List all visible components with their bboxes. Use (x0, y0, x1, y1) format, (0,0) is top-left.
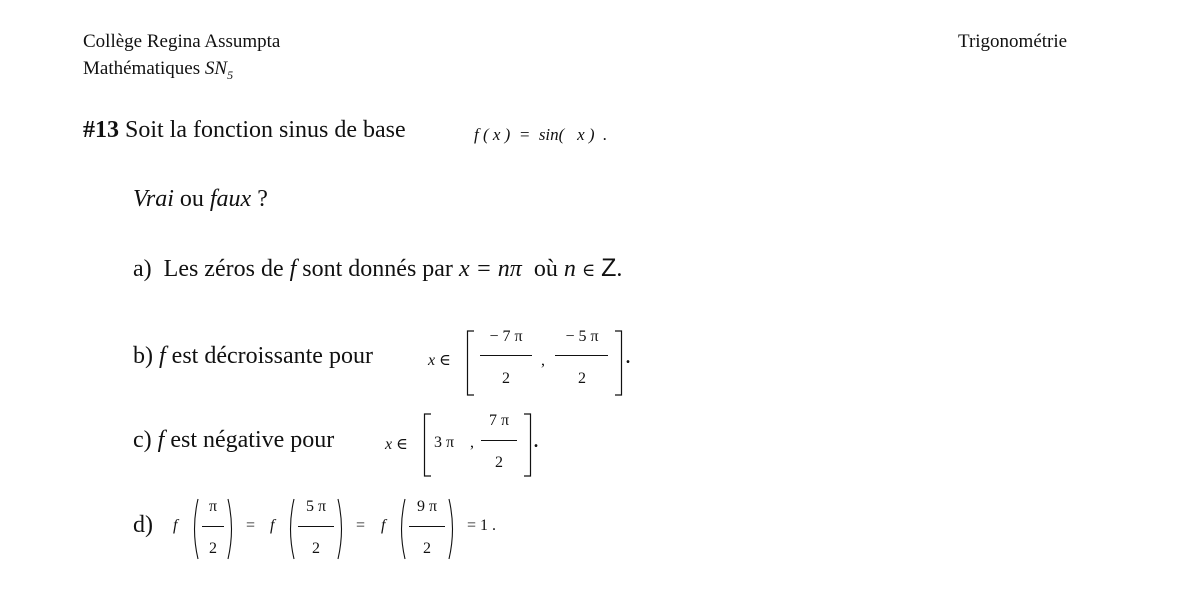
item-b-fraction-bar-2 (555, 355, 608, 356)
problem-number: #13 (83, 117, 119, 143)
item-b-numerator-2: − 5 π (565, 328, 599, 345)
item-c-dot: . (533, 427, 539, 453)
item-c-lower-bound: 3 π (434, 434, 455, 451)
school-name: Collège Regina Assumpta (83, 31, 281, 52)
problem-statement (83, 117, 406, 144)
item-d-fraction-bar-3 (409, 526, 445, 527)
item-b-right-bracket (614, 330, 624, 396)
item-d-f3: f (381, 517, 386, 534)
item-d-left-paren-1 (190, 498, 200, 560)
item-c-x-in: x ∈ (385, 436, 408, 453)
item-c-comma: , (470, 434, 474, 451)
item-b-left-bracket (466, 330, 476, 396)
item-b-text: est décroissante pour (171, 343, 373, 369)
item-a-f: f (289, 256, 297, 282)
item-a-text3: où (533, 256, 558, 282)
item-d-right-paren-1 (226, 498, 236, 560)
course-name (83, 58, 233, 83)
item-b-dot: . (625, 343, 631, 369)
topic-title: Trigonométrie (958, 31, 1068, 52)
item-d-f2: f (270, 517, 275, 534)
integers-symbol: Z (601, 254, 617, 282)
item-b (133, 343, 373, 370)
item-d-right-paren-2 (336, 498, 346, 560)
item-d-denominator-3: 2 (423, 540, 431, 557)
item-b-numerator-1: − 7 π (489, 328, 523, 345)
item-d-f1: f (173, 517, 178, 534)
item-c-f: f (157, 427, 165, 453)
item-c-label: c) (133, 427, 152, 453)
item-b-fraction-bar-1 (480, 355, 532, 356)
course-level-sub: 5 (227, 67, 234, 82)
function-definition: f ( x ) = sin( x ) . (474, 125, 608, 144)
item-c-numerator: 7 π (488, 412, 510, 429)
item-c (133, 427, 334, 454)
item-d-left-paren-2 (286, 498, 296, 560)
prompt-faux: faux (209, 186, 252, 212)
course-label: Mathématiques (83, 58, 201, 79)
item-c-left-bracket (423, 413, 433, 477)
item-d-equals-2: = (356, 517, 366, 534)
item-c-fraction-bar (481, 440, 517, 441)
problem-intro: Soit la fonction sinus de base (125, 117, 406, 143)
item-d-numerator-3: 9 π (416, 498, 438, 515)
item-d-denominator-1: 2 (209, 540, 217, 557)
item-b-denominator-1: 2 (502, 370, 510, 387)
item-d-fraction-bar-1 (202, 526, 224, 527)
item-a-dot: . (616, 256, 623, 282)
item-d-result: = 1 . (467, 517, 497, 534)
item-c-right-bracket (523, 413, 533, 477)
item-c-text: est négative pour (170, 427, 335, 453)
item-b-denominator-2: 2 (578, 370, 586, 387)
prompt-vrai: Vrai (133, 186, 174, 212)
item-a-element-of: ∈ (581, 260, 596, 280)
item-a-equation: x = nπ (458, 256, 522, 282)
item-c-denominator: 2 (495, 454, 503, 471)
item-b-label: b) (133, 343, 153, 369)
item-a-label: a) (133, 256, 152, 282)
item-d-fraction-bar-2 (298, 526, 334, 527)
prompt-question-mark: ? (257, 186, 268, 212)
item-b-f: f (159, 343, 166, 369)
prompt-ou: ou (179, 186, 204, 212)
item-d-label: d) (133, 512, 153, 538)
item-a-text2: sont donnés par (302, 256, 453, 282)
item-d-equals-1: = (246, 517, 256, 534)
item-b-x-in: x ∈ (428, 352, 451, 369)
item-d-numerator-2: 5 π (305, 498, 327, 515)
item-b-comma: , (541, 352, 545, 369)
item-a (133, 254, 622, 283)
item-d-right-paren-3 (447, 498, 457, 560)
item-d-numerator-1: π (208, 498, 218, 515)
item-a-n: n (563, 256, 576, 282)
true-false-prompt (133, 186, 268, 213)
course-level: SN (204, 58, 228, 79)
item-a-text1: Les zéros de (163, 256, 284, 282)
item-d-left-paren-3 (397, 498, 407, 560)
item-d-denominator-2: 2 (312, 540, 320, 557)
